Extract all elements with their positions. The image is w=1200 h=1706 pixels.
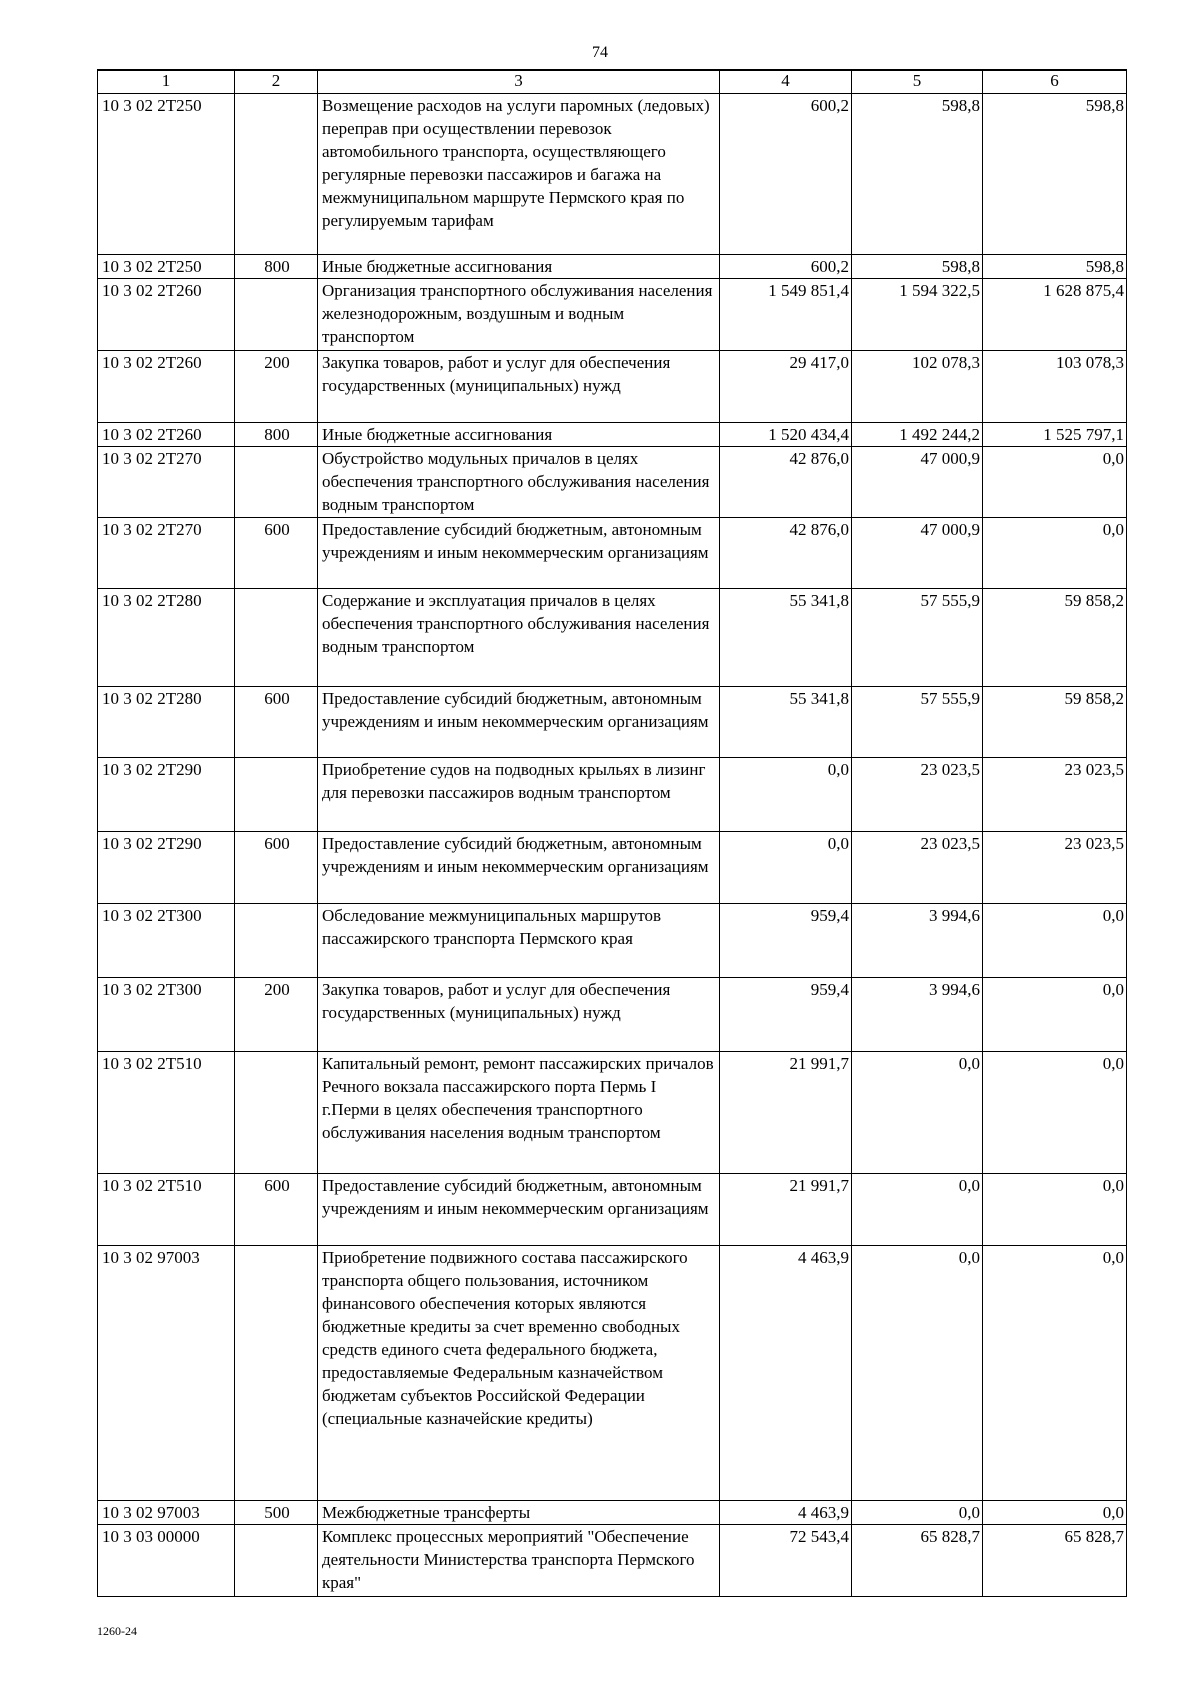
row-value-year3: 0,0 bbox=[983, 903, 1127, 977]
row-name: Комплекс процессных мероприятий "Обеспечение деятельности Министерства транспорта Пермского края" bbox=[318, 1524, 720, 1596]
row-name: Приобретение подвижного состава пассажирского транспорта общего пользования, источником финансового обеспечения которых являются бюджетные кредиты за счет временно свободных средств единого счета федерального бюджета, предоставляемые Федеральным казначейством бюджетам субъектов Российской Федерации (специальные казначейские кредиты) bbox=[318, 1245, 720, 1500]
row-value-year3: 23 023,5 bbox=[983, 757, 1127, 831]
row-value-year3: 0,0 bbox=[983, 1500, 1127, 1524]
row-value-year2: 65 828,7 bbox=[852, 1524, 983, 1596]
row-code: 10 3 02 2Т270 bbox=[98, 446, 235, 517]
row-value-year2: 1 492 244,2 bbox=[852, 422, 983, 446]
row-expense-kind: 600 bbox=[235, 517, 318, 588]
row-name: Иные бюджетные ассигнования bbox=[318, 254, 720, 278]
row-expense-kind bbox=[235, 903, 318, 977]
table-row bbox=[98, 757, 1127, 831]
row-value-year2: 598,8 bbox=[852, 254, 983, 278]
table-row bbox=[98, 831, 1127, 903]
row-value-year2: 3 994,6 bbox=[852, 903, 983, 977]
row-value-year3: 1 628 875,4 bbox=[983, 278, 1127, 350]
row-expense-kind bbox=[235, 757, 318, 831]
row-value-year3: 598,8 bbox=[983, 254, 1127, 278]
row-expense-kind bbox=[235, 93, 318, 254]
row-code: 10 3 02 2Т290 bbox=[98, 757, 235, 831]
row-name: Обследование межмуниципальных маршрутов пассажирского транспорта Пермского края bbox=[318, 903, 720, 977]
row-name: Иные бюджетные ассигнования bbox=[318, 422, 720, 446]
row-code: 10 3 02 2Т300 bbox=[98, 903, 235, 977]
table-row bbox=[98, 254, 1127, 278]
row-expense-kind bbox=[235, 1051, 318, 1173]
table-row bbox=[98, 278, 1127, 350]
row-name: Предоставление субсидий бюджетным, автономным учреждениям и иным некоммерческим организациям bbox=[318, 831, 720, 903]
row-code: 10 3 02 2Т290 bbox=[98, 831, 235, 903]
table-row bbox=[98, 517, 1127, 588]
row-value-year3: 23 023,5 bbox=[983, 831, 1127, 903]
column-header: 1 bbox=[98, 70, 235, 93]
row-value-year3: 59 858,2 bbox=[983, 588, 1127, 686]
row-expense-kind bbox=[235, 446, 318, 517]
table-row bbox=[98, 1173, 1127, 1245]
row-value-year1: 4 463,9 bbox=[720, 1500, 852, 1524]
row-code: 10 3 02 2Т260 bbox=[98, 278, 235, 350]
row-value-year2: 23 023,5 bbox=[852, 831, 983, 903]
row-expense-kind: 600 bbox=[235, 831, 318, 903]
row-code: 10 3 02 2Т260 bbox=[98, 422, 235, 446]
row-name: Капитальный ремонт, ремонт пассажирских причалов Речного вокзала пассажирского порта Пермь I г.Перми в целях обеспечения транспортного обслуживания населения водным транспортом bbox=[318, 1051, 720, 1173]
table-row bbox=[98, 1524, 1127, 1596]
table-header-row bbox=[98, 70, 1127, 93]
row-expense-kind bbox=[235, 278, 318, 350]
row-value-year1: 0,0 bbox=[720, 831, 852, 903]
row-expense-kind bbox=[235, 1245, 318, 1500]
row-value-year1: 959,4 bbox=[720, 977, 852, 1051]
row-value-year3: 0,0 bbox=[983, 1245, 1127, 1500]
row-expense-kind: 200 bbox=[235, 350, 318, 422]
row-code: 10 3 02 2Т250 bbox=[98, 93, 235, 254]
row-code: 10 3 03 00000 bbox=[98, 1524, 235, 1596]
table-row bbox=[98, 977, 1127, 1051]
row-value-year2: 23 023,5 bbox=[852, 757, 983, 831]
row-value-year1: 72 543,4 bbox=[720, 1524, 852, 1596]
row-value-year1: 1 549 851,4 bbox=[720, 278, 852, 350]
row-name: Закупка товаров, работ и услуг для обеспечения государственных (муниципальных) нужд bbox=[318, 350, 720, 422]
row-value-year1: 21 991,7 bbox=[720, 1173, 852, 1245]
row-value-year1: 55 341,8 bbox=[720, 686, 852, 757]
document-code: 1260-24 bbox=[97, 1624, 137, 1638]
row-name: Предоставление субсидий бюджетным, автономным учреждениям и иным некоммерческим организациям bbox=[318, 517, 720, 588]
row-value-year2: 57 555,9 bbox=[852, 686, 983, 757]
row-value-year2: 3 994,6 bbox=[852, 977, 983, 1051]
table-row bbox=[98, 588, 1127, 686]
row-expense-kind: 500 bbox=[235, 1500, 318, 1524]
row-value-year3: 0,0 bbox=[983, 977, 1127, 1051]
column-header: 2 bbox=[235, 70, 318, 93]
row-code: 10 3 02 2Т250 bbox=[98, 254, 235, 278]
row-value-year1: 21 991,7 bbox=[720, 1051, 852, 1173]
row-expense-kind: 600 bbox=[235, 686, 318, 757]
row-name: Содержание и эксплуатация причалов в целях обеспечения транспортного обслуживания населения водным транспортом bbox=[318, 588, 720, 686]
row-value-year2: 0,0 bbox=[852, 1500, 983, 1524]
row-value-year2: 0,0 bbox=[852, 1245, 983, 1500]
row-value-year3: 59 858,2 bbox=[983, 686, 1127, 757]
row-value-year2: 47 000,9 bbox=[852, 517, 983, 588]
row-name: Предоставление субсидий бюджетным, автономным учреждениям и иным некоммерческим организациям bbox=[318, 1173, 720, 1245]
row-expense-kind bbox=[235, 1524, 318, 1596]
row-expense-kind: 800 bbox=[235, 254, 318, 278]
row-expense-kind: 200 bbox=[235, 977, 318, 1051]
row-code: 10 3 02 97003 bbox=[98, 1245, 235, 1500]
row-name: Закупка товаров, работ и услуг для обеспечения государственных (муниципальных) нужд bbox=[318, 977, 720, 1051]
row-value-year1: 1 520 434,4 bbox=[720, 422, 852, 446]
row-value-year1: 55 341,8 bbox=[720, 588, 852, 686]
table-row bbox=[98, 686, 1127, 757]
row-value-year1: 29 417,0 bbox=[720, 350, 852, 422]
row-value-year2: 57 555,9 bbox=[852, 588, 983, 686]
row-expense-kind bbox=[235, 588, 318, 686]
row-code: 10 3 02 2Т300 bbox=[98, 977, 235, 1051]
row-expense-kind: 800 bbox=[235, 422, 318, 446]
budget-table bbox=[97, 69, 1127, 1597]
row-code: 10 3 02 2Т270 bbox=[98, 517, 235, 588]
table-row bbox=[98, 422, 1127, 446]
row-value-year3: 103 078,3 bbox=[983, 350, 1127, 422]
row-value-year3: 0,0 bbox=[983, 1051, 1127, 1173]
table-row bbox=[98, 350, 1127, 422]
table-row bbox=[98, 1245, 1127, 1500]
table-row bbox=[98, 1500, 1127, 1524]
row-value-year2: 102 078,3 bbox=[852, 350, 983, 422]
row-code: 10 3 02 2Т510 bbox=[98, 1173, 235, 1245]
column-header: 5 bbox=[852, 70, 983, 93]
row-value-year3: 0,0 bbox=[983, 446, 1127, 517]
column-header: 4 bbox=[720, 70, 852, 93]
column-header: 3 bbox=[318, 70, 720, 93]
row-code: 10 3 02 2Т280 bbox=[98, 686, 235, 757]
row-expense-kind: 600 bbox=[235, 1173, 318, 1245]
table-row bbox=[98, 903, 1127, 977]
row-value-year1: 0,0 bbox=[720, 757, 852, 831]
row-code: 10 3 02 2Т510 bbox=[98, 1051, 235, 1173]
row-value-year1: 42 876,0 bbox=[720, 517, 852, 588]
row-value-year2: 0,0 bbox=[852, 1051, 983, 1173]
row-value-year2: 1 594 322,5 bbox=[852, 278, 983, 350]
table-row bbox=[98, 93, 1127, 254]
row-value-year1: 600,2 bbox=[720, 93, 852, 254]
row-value-year1: 42 876,0 bbox=[720, 446, 852, 517]
row-value-year1: 4 463,9 bbox=[720, 1245, 852, 1500]
row-value-year2: 0,0 bbox=[852, 1173, 983, 1245]
row-code: 10 3 02 2Т280 bbox=[98, 588, 235, 686]
page-number: 74 bbox=[592, 44, 608, 61]
row-name: Возмещение расходов на услуги паромных (ледовых) переправ при осуществлении перевозок автомобильного транспорта, осуществляющего регулярные перевозки пассажиров и багажа на межмуниципальном маршруте Пермского края по регулируемым тарифам bbox=[318, 93, 720, 254]
row-value-year3: 1 525 797,1 bbox=[983, 422, 1127, 446]
row-value-year1: 600,2 bbox=[720, 254, 852, 278]
row-name: Организация транспортного обслуживания населения железнодорожным, воздушным и водным транспортом bbox=[318, 278, 720, 350]
row-name: Приобретение судов на подводных крыльях в лизинг для перевозки пассажиров водным транспортом bbox=[318, 757, 720, 831]
column-header: 6 bbox=[983, 70, 1127, 93]
row-name: Предоставление субсидий бюджетным, автономным учреждениям и иным некоммерческим организациям bbox=[318, 686, 720, 757]
row-value-year3: 0,0 bbox=[983, 517, 1127, 588]
row-value-year3: 65 828,7 bbox=[983, 1524, 1127, 1596]
row-code: 10 3 02 2Т260 bbox=[98, 350, 235, 422]
row-name: Межбюджетные трансферты bbox=[318, 1500, 720, 1524]
row-value-year2: 47 000,9 bbox=[852, 446, 983, 517]
row-value-year1: 959,4 bbox=[720, 903, 852, 977]
row-value-year3: 598,8 bbox=[983, 93, 1127, 254]
row-name: Обустройство модульных причалов в целях обеспечения транспортного обслуживания населения водным транспортом bbox=[318, 446, 720, 517]
row-code: 10 3 02 97003 bbox=[98, 1500, 235, 1524]
table-row bbox=[98, 446, 1127, 517]
row-value-year3: 0,0 bbox=[983, 1173, 1127, 1245]
row-value-year2: 598,8 bbox=[852, 93, 983, 254]
table-row bbox=[98, 1051, 1127, 1173]
